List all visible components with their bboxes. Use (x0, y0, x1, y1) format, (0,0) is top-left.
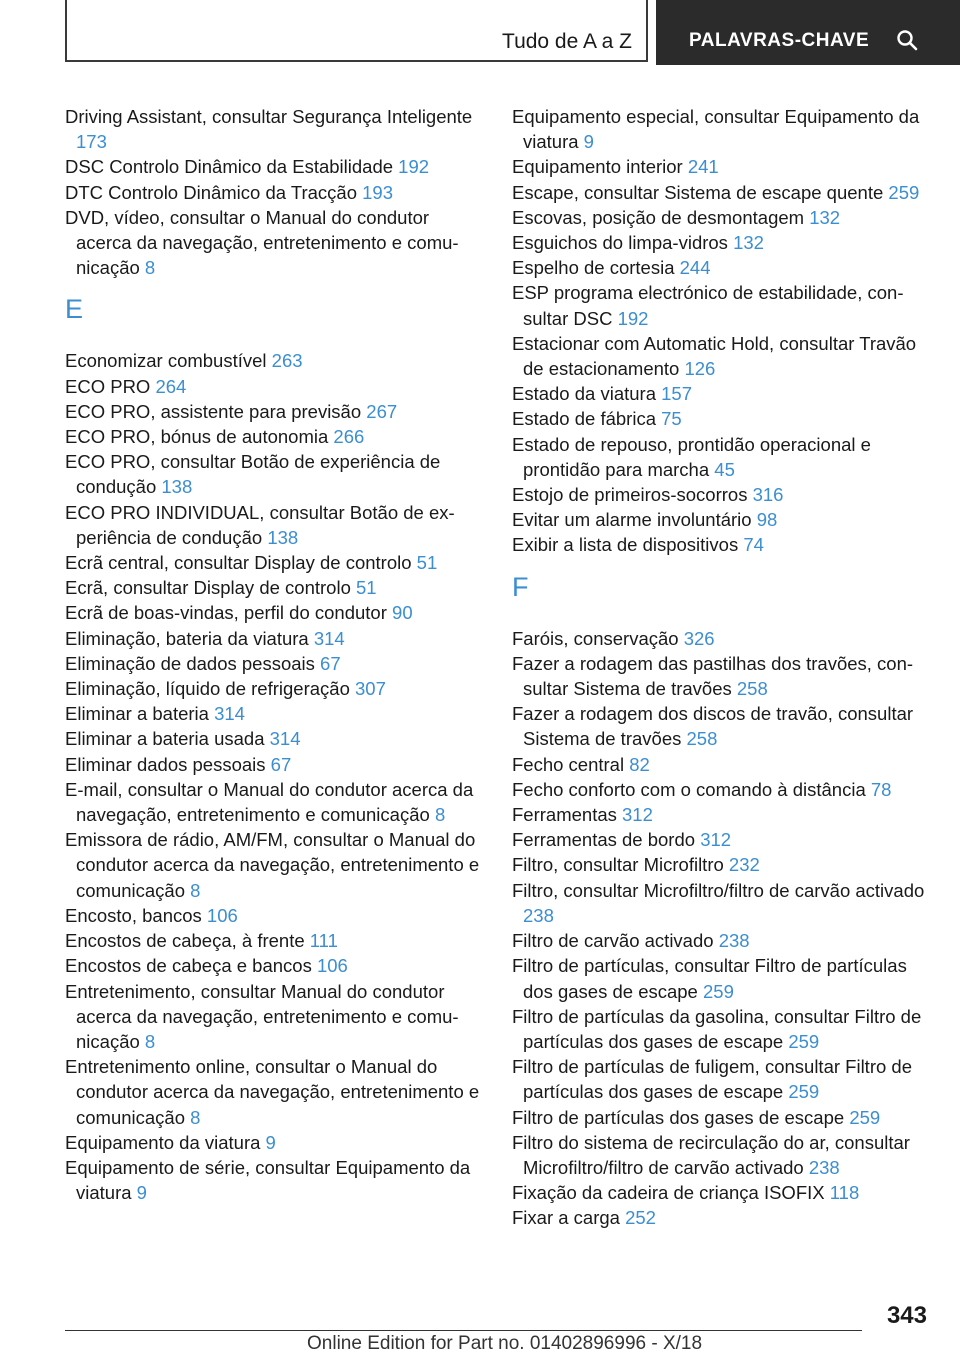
index-entry-text: Encostos de cabeça e bancos (65, 955, 312, 977)
index-entry-text: Estojo de primeiros-socorros (512, 484, 748, 506)
index-entry-text: Filtro de partículas dos gases de escape (512, 1106, 845, 1128)
index-entry-text: ECO PRO, bónus de autonomia (65, 426, 329, 448)
index-entry (65, 676, 483, 701)
index-entry-page-link[interactable]: 312 (622, 804, 653, 826)
index-entry-page-link[interactable]: 267 (366, 400, 398, 422)
index-entry (65, 752, 483, 777)
footer-divider (65, 1330, 862, 1331)
index-entry-text: Filtro, consultar Microfiltro/filtro de carvão activado (512, 879, 925, 901)
search-icon[interactable] (896, 29, 918, 51)
index-entry (65, 827, 483, 903)
footer-edition: Online Edition for Part no. 01402896996 - X/18 (307, 1333, 703, 1354)
index-entry-text: Eliminação de dados pessoais (65, 652, 315, 674)
index-entry-text: DSC Controlo Dinâmico da Estabilidade (65, 156, 394, 178)
index-column-right (512, 104, 930, 1231)
index-entry-page-link[interactable]: 264 (155, 375, 187, 397)
index-letter-heading: E (65, 294, 84, 325)
index-entry (512, 1205, 930, 1230)
index-entry (512, 331, 930, 381)
index-entry-page-link[interactable]: 111 (309, 930, 338, 952)
tab-keywords-label: PALAVRAS-CHAVE (689, 30, 870, 51)
index-entry-text: Estado da viatura (512, 383, 656, 405)
index-entry-text: ESP programa electrónico de estabilidade, consultar DSC (512, 282, 904, 329)
index-entry-text: Espelho de cortesia (512, 257, 675, 279)
index-entry-text: Escape, consultar Sistema de escape quente (512, 181, 884, 203)
index-entry-text: Driving Assistant, consultar Segurança Inteligente (65, 106, 473, 127)
index-entry (512, 651, 930, 701)
header (65, 0, 960, 65)
index-entry-page-link[interactable]: 51 (356, 577, 377, 599)
index-entry (512, 701, 930, 751)
index-entry (512, 777, 930, 802)
index-entry-text: Fixação da cadeira de criança ISOFIX (512, 1182, 825, 1204)
index-entry (512, 154, 930, 179)
index-entry (65, 205, 483, 281)
index-entry (512, 928, 930, 953)
index-entry-page-link[interactable]: 8 (434, 804, 446, 826)
index-entry (65, 1130, 483, 1155)
index-entry-text: Eliminação, bateria da viatura (65, 627, 309, 649)
tab-index-label: Tudo de A a Z (502, 30, 632, 53)
index-entry (512, 180, 930, 205)
index-entry-page-link[interactable]: 8 (144, 1030, 156, 1052)
index-entry-page-link[interactable]: 132 (809, 206, 841, 228)
index-entry-text: Exibir a lista de dispositivos (512, 534, 739, 556)
index-entry-text: Equipamento especial, consultar Equipamento da viatura (512, 106, 920, 153)
index-entry-page-link[interactable]: 67 (270, 753, 292, 775)
index-entry-text: Filtro de partículas de fuligem, consultar Filtro de partículas dos gases de escape (512, 1056, 912, 1103)
index-entry (512, 280, 930, 330)
index-entry-page-link[interactable]: 45 (714, 458, 735, 480)
index-entry-text: Evitar um alarme involuntário (512, 509, 752, 531)
index-entry-text: Ecrã de boas-vindas, perfil do condutor (65, 602, 387, 624)
index-entry-page-link[interactable]: 266 (333, 426, 365, 448)
index-entry (512, 432, 930, 482)
index-entry-page-link[interactable]: 259 (888, 181, 920, 203)
index-entry-text: Ferramentas (512, 804, 617, 826)
index-entry-page-link[interactable]: 9 (136, 1182, 147, 1204)
index-entry-page-link[interactable]: 259 (703, 980, 734, 1002)
index-entry (512, 827, 930, 852)
index-entry-text: Estado de fábrica (512, 408, 656, 430)
tab-keywords[interactable] (656, 0, 960, 65)
index-entry-page-link[interactable]: 258 (736, 678, 768, 700)
index-entry (65, 777, 483, 827)
index-entry-text: Eliminar a bateria usada (65, 728, 265, 750)
index-entry-page-link[interactable]: 193 (362, 181, 394, 203)
index-entry-page-link[interactable]: 314 (269, 728, 301, 750)
index-entry (65, 979, 483, 1055)
index-entry-page-link[interactable]: 307 (355, 678, 386, 700)
index-entry (65, 1155, 483, 1205)
index-entry-page-link[interactable]: 252 (625, 1207, 656, 1229)
index-entry-text: Fecho central (512, 753, 625, 775)
index-entry-page-link[interactable]: 8 (190, 879, 201, 901)
index-column-left (65, 104, 483, 1205)
index-entry-page-link[interactable]: 8 (144, 257, 156, 279)
index-entry (65, 575, 483, 600)
index-entry-page-link[interactable]: 173 (76, 131, 107, 153)
index-entry-page-link[interactable]: 138 (161, 476, 193, 498)
index-entry (65, 348, 483, 373)
index-entry (512, 878, 930, 928)
index-entry-text: Fazer a rodagem dos discos de travão, consultar Sistema de travões (512, 703, 914, 750)
index-entry-text: Filtro, consultar Microfiltro (512, 854, 724, 876)
index-entry (512, 205, 930, 230)
index-entry-page-link[interactable]: 232 (728, 854, 760, 876)
index-entry (65, 651, 483, 676)
index-entry-page-link[interactable]: 238 (523, 904, 554, 926)
index-entry (65, 550, 483, 575)
index-entry-text: ECO PRO INDIVIDUAL, consultar Botão de experiência de condução (65, 501, 455, 548)
index-entry-page-link[interactable]: 192 (617, 307, 649, 329)
index-entry-page-link[interactable]: 192 (398, 156, 430, 178)
index-entry-page-link[interactable]: 258 (686, 728, 718, 750)
index-entry-page-link[interactable]: 106 (316, 955, 348, 977)
index-entry-page-link[interactable]: 78 (870, 778, 892, 800)
index-entry-text: Eliminar a bateria (65, 703, 209, 725)
index-entry-text: E-mail, consultar o Manual do condutor acerca da navegação, entretenimento e comunicação (65, 778, 474, 826)
index-entry (65, 626, 483, 651)
index-entry-text: Filtro de partículas da gasolina, consultar Filtro de partículas dos gases de escape (512, 1005, 922, 1052)
index-entry-page-link[interactable]: 51 (416, 552, 438, 574)
index-entry (512, 104, 930, 154)
index-entry (512, 802, 930, 827)
index-entry-page-link[interactable]: 132 (733, 232, 764, 254)
index-entry (65, 399, 483, 424)
index-entry-text: Eliminar dados pessoais (65, 753, 266, 775)
index-entry (65, 104, 483, 154)
index-entry (512, 1130, 930, 1180)
index-entry (512, 752, 930, 777)
index-entry-page-link[interactable]: 98 (756, 509, 778, 531)
index-entry-page-link[interactable]: 326 (683, 627, 715, 649)
index-entry-page-link[interactable]: 259 (788, 1030, 820, 1052)
index-entry-page-link[interactable]: 118 (829, 1182, 860, 1204)
index-entry-text: Emissora de rádio, AM/FM, consultar o Manual do condutor acerca da navegação, entretenimento e comunicação (65, 829, 480, 901)
index-entry-text: Ecrã, consultar Display de controlo (65, 577, 351, 599)
index-entry (512, 507, 930, 532)
index-entry (65, 449, 483, 499)
index-entry-page-link[interactable]: 238 (808, 1156, 840, 1178)
index-entry-text: Entretenimento online, consultar o Manual do condutor acerca da navegação, entretenimento e comunicação (65, 1056, 480, 1128)
index-entry (512, 381, 930, 406)
index-entry (65, 600, 483, 625)
index-entry-text: Filtro do sistema de recirculação do ar, consultar Microfiltro/filtro de carvão activado (512, 1131, 910, 1178)
index-entry-text: DTC Controlo Dinâmico da Tracção (65, 181, 357, 203)
index-entry (65, 180, 483, 205)
index-letter-heading: F (512, 571, 529, 602)
index-entry-page-link[interactable]: 9 (583, 131, 594, 153)
index-entry (512, 532, 930, 557)
index-entry-page-link[interactable]: 9 (265, 1131, 276, 1153)
index-entry (512, 953, 930, 1003)
index-entry-page-link[interactable]: 126 (684, 358, 716, 380)
index-entry-page-link[interactable]: 263 (271, 350, 303, 372)
index-entry-text: Estacionar com Automatic Hold, consultar Travão de estacionamento (512, 332, 917, 380)
index-entry-text: DVD, vídeo, consultar o Manual do condutor acerca da navegação, entretenimento e comunicação (65, 206, 459, 279)
index-entry-page-link[interactable]: 314 (214, 703, 245, 725)
index-entry-text: Fixar a carga (512, 1207, 620, 1229)
index-entry-text: Equipamento de série, consultar Equipamento da viatura (65, 1156, 471, 1204)
index-entry-page-link[interactable]: 259 (788, 1081, 820, 1103)
index-entry-text: Fazer a rodagem das pastilhas dos travões, consultar Sistema de travões (512, 652, 914, 700)
index-entry-page-link[interactable]: 8 (190, 1106, 201, 1128)
index-entry-page-link[interactable]: 138 (267, 526, 299, 548)
index-entry-page-link[interactable]: 82 (629, 753, 650, 775)
index-entry-text: ECO PRO (65, 375, 151, 397)
index-entry (512, 1004, 930, 1054)
index-entry-page-link[interactable]: 90 (392, 602, 413, 624)
index-entry-page-link[interactable]: 259 (849, 1106, 881, 1128)
index-entry (512, 255, 930, 280)
index-entry (65, 374, 483, 399)
index-entry (512, 230, 930, 255)
index-entry-page-link[interactable]: 67 (320, 652, 341, 674)
index-entry (65, 903, 483, 928)
index-entry-text: Esguichos do limpa-vidros (512, 232, 728, 254)
index-entry-text: Eliminação, líquido de refrigeração (65, 678, 350, 700)
page-number: 343 (886, 1302, 927, 1329)
index-entry-text: Entretenimento, consultar Manual do condutor acerca da navegação, entretenimento e comunicação (65, 980, 459, 1052)
index-entry (512, 406, 930, 431)
index-entry-text: Filtro de carvão activado (512, 930, 714, 952)
index-entry (65, 424, 483, 449)
index-entry-page-link[interactable]: 316 (752, 484, 784, 506)
index-entry (65, 154, 483, 179)
index-entry (65, 726, 483, 751)
index-entry-text: Economizar combustível (65, 350, 267, 372)
index-entry (512, 1105, 930, 1130)
index-entry-text: Ecrã central, consultar Display de controlo (65, 552, 412, 574)
index-entry-page-link[interactable]: 157 (661, 383, 692, 405)
index-entry-text: Faróis, conservação (512, 627, 679, 649)
index-entry-text: Fecho conforto com o comando à distância (512, 778, 866, 800)
index-entry (65, 953, 483, 978)
index-entry (512, 1054, 930, 1104)
index-entry-text: Equipamento da viatura (65, 1131, 261, 1153)
index-entry (65, 701, 483, 726)
index-entry-page-link[interactable]: 244 (679, 257, 711, 279)
index-entry-text: Escovas, posição de desmontagem (512, 206, 805, 228)
index-entry-text: Equipamento interior (512, 156, 683, 178)
index-entry (512, 1180, 930, 1205)
index-entry-text: ECO PRO, consultar Botão de experiência de condução (65, 451, 441, 498)
index-entry-page-link[interactable]: 314 (313, 627, 345, 649)
index-entry-page-link[interactable]: 241 (687, 156, 719, 178)
index-entry-page-link[interactable]: 106 (206, 904, 238, 926)
index-entry-text: Filtro de partículas, consultar Filtro de partículas dos gases de escape (512, 955, 907, 1002)
tab-index-a-z[interactable] (65, 0, 648, 62)
index-entry-text: Encosto, bancos (65, 904, 202, 926)
index-entry-page-link[interactable]: 74 (743, 534, 764, 556)
index-entry (65, 500, 483, 550)
index-entry (512, 482, 930, 507)
index-entry-text: Ferramentas de bordo (512, 829, 696, 851)
index-entry-text: Estado de repouso, prontidão operacional e prontidão para marcha (512, 433, 871, 480)
index-entry-page-link[interactable]: 312 (700, 829, 732, 851)
index-entry-page-link[interactable]: 238 (718, 930, 750, 952)
index-entry (65, 928, 483, 953)
index-entry (65, 1054, 483, 1130)
index-entry (512, 852, 930, 877)
index-entry (512, 626, 930, 651)
index-entry-text: Encostos de cabeça, à frente (65, 930, 305, 952)
index-entry-page-link[interactable]: 75 (661, 408, 682, 430)
index-entry-text: ECO PRO, assistente para previsão (65, 400, 362, 422)
